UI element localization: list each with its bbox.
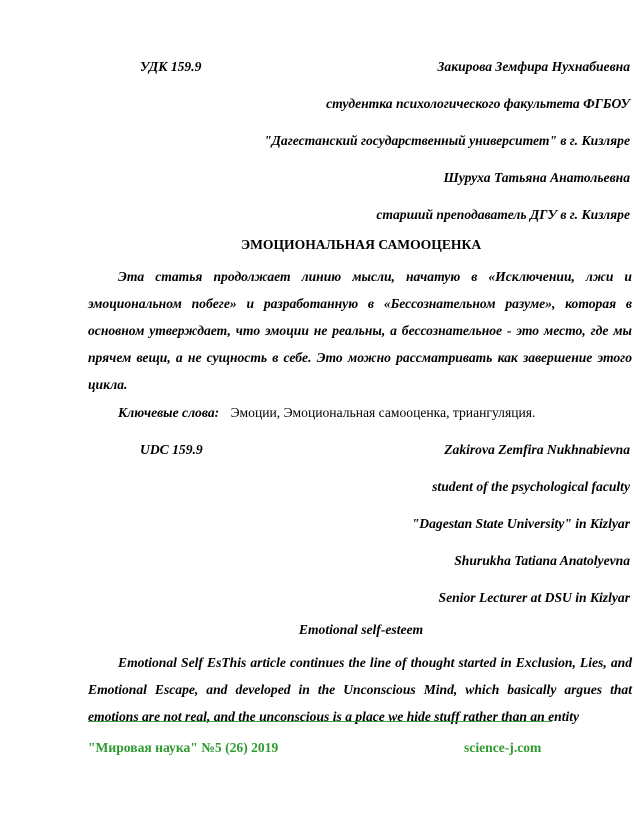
footer-site-link[interactable]: science-j.com	[464, 740, 542, 755]
author2-name-en: Shurukha Tatiana Anatolyevna	[454, 553, 630, 568]
author1-role-en: student of the psychological faculty	[432, 479, 630, 494]
author1-org-ru: "Дагестанский государственный университет" в г. Кизляре	[264, 133, 630, 148]
keywords-ru	[118, 404, 535, 422]
abstract-en: Emotional Self EsThis article continues the line of thought started in Exclusion, Lies, and Emotional Escape, and developed in the Unconscious Mind, which basically argues that emotions are not real, and the unconscious is a place we hide stuff rather than an entity	[88, 655, 632, 724]
footer-journal: "Мировая наука" №5 (26) 2019	[88, 740, 279, 755]
author2-name-ru: Шуруха Татьяна Анатольевна	[443, 170, 630, 185]
keywords-label: Ключевые слова:	[118, 405, 220, 420]
author1-org-en: "Dagestan State University" in Kizlyar	[411, 516, 630, 531]
abstract-ru: Эта статья продолжает линию мысли, начатую в «Исключении, лжи и эмоциональном побеге» и разработанную в «Бессознательном разуме», которая в основном утверждает, что эмоции не реальны, а бессознательное - это место, где мы прячем вещи, а не сущность в себе. Это можно рассматривать как завершение этого цикла.	[88, 269, 632, 392]
footer-divider	[88, 721, 552, 722]
author1-name-ru: Закирова Земфира Нухнабиевна	[437, 59, 630, 74]
author2-role-ru: старший преподаватель ДГУ в г. Кизляре	[376, 207, 630, 222]
article-title-ru: ЭМОЦИОНАЛЬНАЯ САМООЦЕНКА	[240, 237, 482, 252]
article-title-en: Emotional self-esteem	[298, 622, 424, 637]
udk-code: УДК 159.9	[140, 59, 202, 74]
author1-name-en: Zakirova Zemfira Nukhnabievna	[444, 442, 630, 457]
author1-role-ru: студентка психологического факультета ФГБОУ	[326, 96, 630, 111]
udc-code: UDC 159.9	[140, 442, 203, 457]
author2-role-en: Senior Lecturer at DSU in Kizlyar	[438, 590, 630, 605]
keywords-value: Эмоции, Эмоциональная самооценка, триангуляция.	[230, 405, 536, 420]
